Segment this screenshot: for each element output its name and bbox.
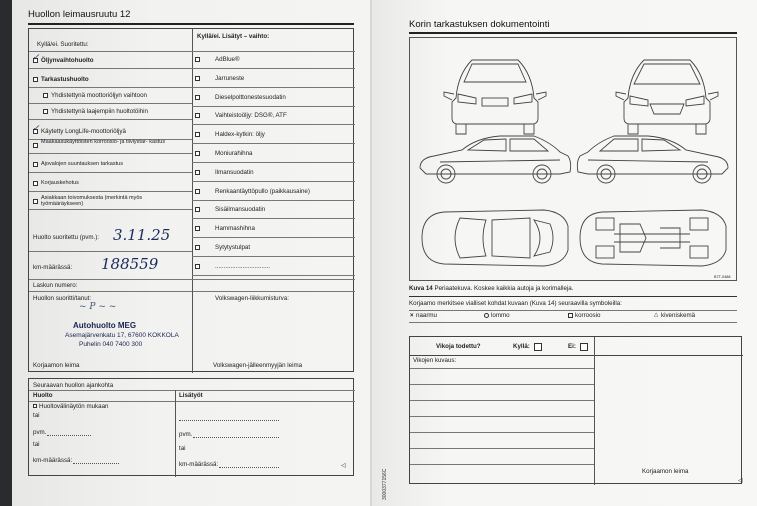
performed-item-checkbox[interactable] xyxy=(43,109,48,114)
km-label: km-määrässä: xyxy=(33,264,73,271)
km-label-1: km-määrässä: xyxy=(33,457,73,464)
added-item-label: Renkaantäyttöpullo (paikkausaine) xyxy=(215,187,310,195)
right-page xyxy=(372,0,757,506)
handwritten-signature: ~ P ~ ~ xyxy=(79,302,117,312)
cut-mark-left: ◁ xyxy=(341,463,346,469)
yes-label: Kyllä: xyxy=(513,343,530,350)
added-item-label: Jarruneste xyxy=(215,74,245,82)
description-line[interactable] xyxy=(410,416,594,417)
km-value: 188559 xyxy=(101,255,159,273)
scratch-symbol-icon: × xyxy=(410,313,414,319)
next-service-form xyxy=(28,378,354,476)
next-item-checkbox[interactable] xyxy=(33,404,37,408)
added-item-label: Hammashihna xyxy=(215,225,255,233)
stamp-phone: Puhelin 040 7400 300 xyxy=(79,341,143,348)
added-item-checkbox[interactable] xyxy=(195,264,200,269)
no-checkbox[interactable] xyxy=(580,343,588,351)
added-item-checkbox[interactable] xyxy=(195,132,200,137)
added-item-checkbox[interactable] xyxy=(195,189,200,194)
next-item-label: Huoltovälinäytön mukaan xyxy=(39,403,109,410)
check-mark-oil-change: ✓ xyxy=(32,53,40,63)
symbol-scratch: naarmu xyxy=(416,312,437,319)
caption-text: Periaatekuva. Koskee kaikkia autoja ja korimalleja. xyxy=(434,285,574,292)
stamp-address: Asemajärvenkatu 17, 67600 KOKKOLA xyxy=(65,332,179,339)
added-item-label: Sisäilmansuodatin xyxy=(215,206,266,214)
car-body-diagram xyxy=(409,37,737,281)
description-line[interactable] xyxy=(410,464,594,465)
extra-work-field[interactable] xyxy=(179,415,279,421)
done-date-label: Huolto suoritettu (pvm.): xyxy=(33,234,100,241)
invoice-label: Laskun numero: xyxy=(33,282,78,289)
pvm-label-2: pvm. xyxy=(179,431,193,438)
figure-caption xyxy=(409,286,573,292)
cut-mark-right: ◁ xyxy=(738,478,743,484)
km-field-2[interactable] xyxy=(219,462,279,468)
added-item-checkbox[interactable] xyxy=(195,151,200,156)
performed-item-label: Tarkastushuolto xyxy=(41,76,89,83)
next-col2-header: Lisätyöt xyxy=(179,392,203,399)
added-item-checkbox[interactable] xyxy=(195,207,200,212)
symbol-instruction: Korjaamo merkitsee vialliset kohdat kuvaan (Kuva 14) seuraavilla symboleilla: xyxy=(409,300,622,307)
dealer-stamp-label: Volkswagen-jälleenmyyjän leima xyxy=(213,362,303,369)
performed-item-label: Yhdistettynä laajempiin huoltotöihin xyxy=(51,108,148,115)
added-item-label: Moniurahihna xyxy=(215,150,253,157)
symbol-dent: lommo xyxy=(491,312,510,319)
performed-item-checkbox[interactable] xyxy=(43,93,48,98)
left-page-title: Huollon leimausruutu 12 xyxy=(28,9,131,20)
stamp-name: Autohuolto MEG xyxy=(73,321,137,330)
added-item-checkbox[interactable] xyxy=(195,245,200,250)
no-label: Ei: xyxy=(568,343,576,350)
yes-checkbox[interactable] xyxy=(534,343,542,351)
right-stamp-label: Korjaamon leima xyxy=(642,468,689,475)
added-item-checkbox[interactable] xyxy=(195,76,200,81)
or-label-1: tai xyxy=(33,412,40,419)
car-outline-drawing xyxy=(410,38,738,282)
right-title-rule xyxy=(409,32,737,34)
added-item-label: Ilmansuodatin xyxy=(215,168,254,176)
vw-org-label: Volkswagen-liikkumisturva: xyxy=(215,295,289,302)
caption-label: Kuva 14 xyxy=(409,285,433,292)
added-item-label: Dieselpolttonestesuodatin xyxy=(215,93,286,101)
defects-form xyxy=(409,336,742,484)
symbol-corrosion: korroosio xyxy=(575,312,601,319)
service-stamp-form xyxy=(28,28,354,372)
symbol-stone-chip: kiveniskemä xyxy=(661,312,696,319)
added-item-label: ................................ xyxy=(215,262,271,270)
performed-item-label: Maakaasukäyttöisten korroosio- ja tiiviystar- kastus xyxy=(41,139,166,145)
corrosion-symbol-icon xyxy=(568,313,573,318)
performed-item-label: Yhdistettynä moottoriöljyn vaihtoon xyxy=(51,92,147,99)
defects-question: Vikoja todettu? xyxy=(436,343,481,350)
added-item-checkbox[interactable] xyxy=(195,95,200,100)
left-page xyxy=(12,0,370,506)
pvm-field-2[interactable] xyxy=(193,432,279,438)
description-label: Vikojen kuvaus: xyxy=(413,357,457,364)
or-label-2: tai xyxy=(33,441,40,448)
performed-item-label: Asiakkaan toivomuksesta (merkintä myös työmääräykseen) xyxy=(41,195,143,207)
performed-item-label: Käytetty LongLife-moottoriöljyä xyxy=(41,128,126,135)
pvm-label-1: pvm. xyxy=(33,429,47,436)
performed-item-checkbox[interactable] xyxy=(33,77,38,82)
col2-header: Kyllä/ei. Lisätyt – vaihto: xyxy=(197,33,270,40)
added-item-label: AdBlue® xyxy=(215,56,240,63)
added-item-checkbox[interactable] xyxy=(195,226,200,231)
added-item-label: Vaihteistoöljy: DSG®, ATF xyxy=(215,112,287,120)
or-label-3: tai xyxy=(179,445,186,452)
performed-item-checkbox[interactable] xyxy=(33,181,38,186)
performer-label: Huollon suoritti/tanut: xyxy=(33,295,92,302)
next-col1-header: Huolto xyxy=(33,392,53,399)
description-line[interactable] xyxy=(410,432,594,433)
added-item-checkbox[interactable] xyxy=(195,170,200,175)
right-page-title: Korin tarkastuksen dokumentointi xyxy=(409,19,550,30)
next-service-title: Seuraavan huollon ajankohta xyxy=(33,382,114,389)
performed-item-checkbox[interactable] xyxy=(33,199,38,204)
figure-code: B7T-0488 xyxy=(714,275,731,279)
description-line[interactable] xyxy=(410,368,594,369)
added-item-checkbox[interactable] xyxy=(195,113,200,118)
performed-item-label: Korjauskehotus xyxy=(41,180,79,186)
workshop-stamp-label: Korjaamon leima xyxy=(33,362,80,369)
side-code: 3000377156C xyxy=(382,468,388,500)
done-date-value: 3.11.25 xyxy=(113,226,171,244)
added-item-label: Sytytystulpat xyxy=(215,244,251,251)
left-title-rule xyxy=(28,23,354,25)
performed-item-checkbox[interactable] xyxy=(33,143,38,148)
km-field-1[interactable] xyxy=(73,458,119,464)
performed-item-label: Öljynvaihtohuolto xyxy=(41,57,94,64)
pvm-field-1[interactable] xyxy=(47,430,91,436)
km-label-2: km-määrässä: xyxy=(179,461,219,468)
description-line[interactable] xyxy=(410,384,594,385)
col1-header: Kyllä/ei. Suoritettu: xyxy=(37,41,89,48)
performed-item-checkbox[interactable] xyxy=(33,162,38,167)
check-mark-longlife: ✓ xyxy=(32,124,40,134)
description-line[interactable] xyxy=(410,400,594,401)
added-item-checkbox[interactable] xyxy=(195,57,200,62)
description-line[interactable] xyxy=(410,448,594,449)
added-item-label: Haldex-kytkin: öljy xyxy=(215,131,265,139)
performed-item-label: Ajovalojen suuntauksen tarkastus xyxy=(41,161,123,167)
stone-chip-symbol-icon: △ xyxy=(654,312,659,318)
dent-symbol-icon xyxy=(484,313,489,318)
